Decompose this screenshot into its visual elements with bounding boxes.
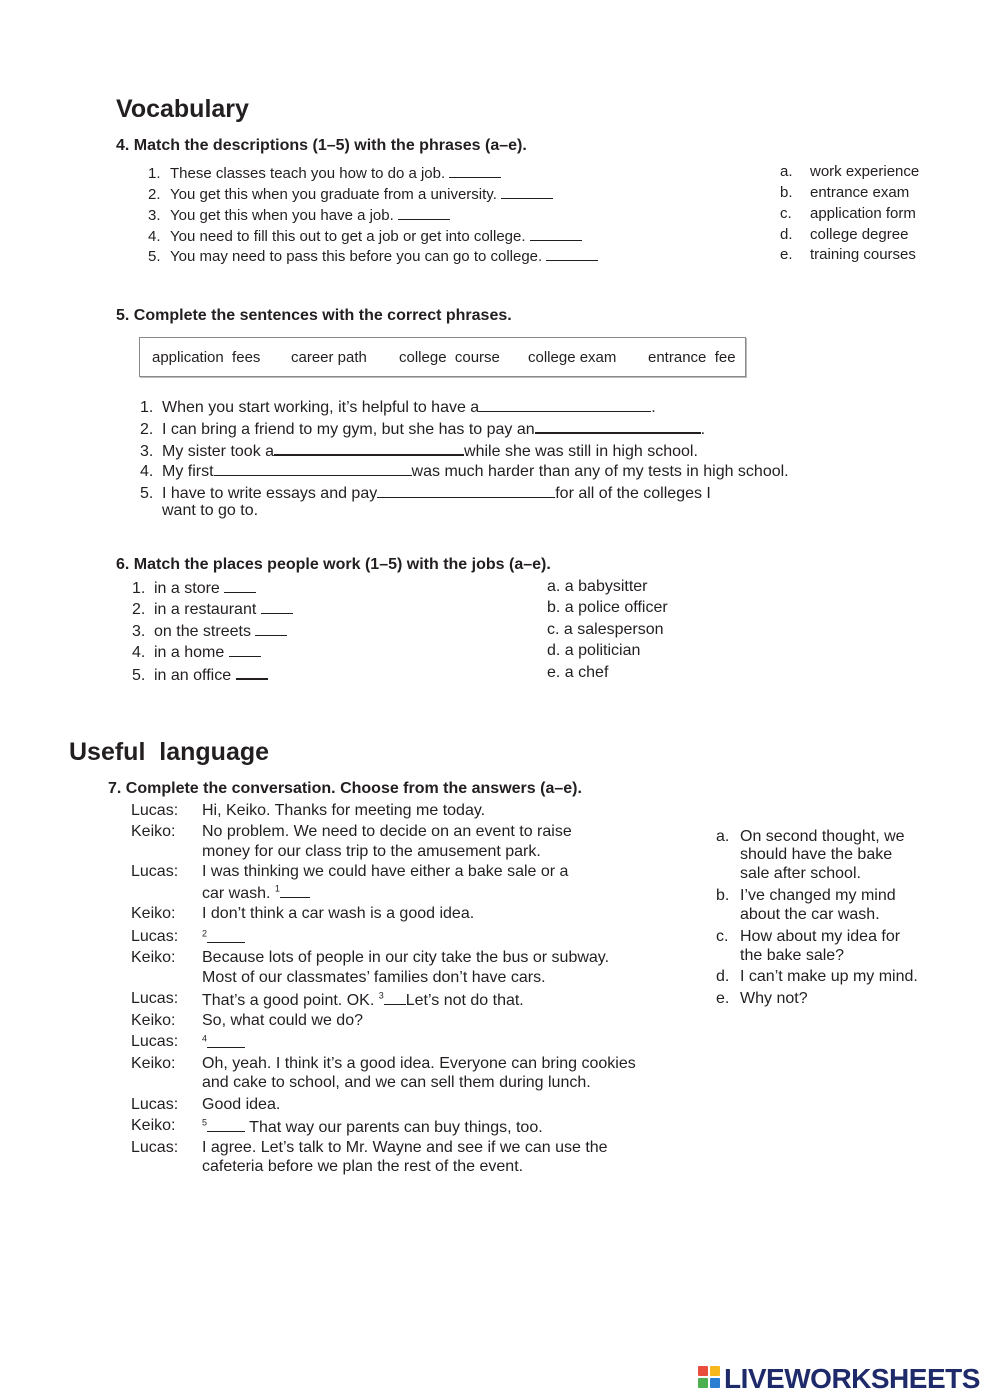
exercise-7-title xyxy=(108,780,582,798)
list-item xyxy=(132,664,268,685)
speaker-label: Lucas: xyxy=(131,1096,179,1113)
option-letter: e. xyxy=(780,246,793,263)
dialogue-line: Because lots of people in our city take the bus or subway. xyxy=(202,949,610,966)
logo-square xyxy=(710,1366,720,1376)
dialogue-line: I agree. Let’s talk to Mr. Wayne and see if we can use the xyxy=(202,1139,608,1156)
answer-blank[interactable] xyxy=(207,1033,245,1048)
option-letter: d. xyxy=(716,968,730,985)
dialogue-line xyxy=(202,883,310,903)
answer-blank[interactable] xyxy=(530,226,582,241)
exercise-number: 5. xyxy=(116,307,130,324)
vocabulary-heading: Vocabulary xyxy=(116,95,249,123)
dialogue-line: I was thinking we could have either a bake sale or a xyxy=(202,863,569,880)
item-number: 3. xyxy=(132,623,146,640)
dialogue-line: Oh, yeah. I think it’s a good idea. Everyone can bring cookies xyxy=(202,1055,636,1072)
answer-blank[interactable] xyxy=(207,1117,245,1132)
list-item xyxy=(148,184,553,203)
item-number: 2. xyxy=(132,601,146,618)
dialogue-line xyxy=(202,1033,245,1053)
item-text: I have to write essays and pay xyxy=(162,485,378,502)
logo-mark-icon xyxy=(698,1366,722,1390)
item-number: 1. xyxy=(132,580,146,597)
option-text: should have the bake xyxy=(740,846,893,863)
list-item xyxy=(140,418,705,439)
item-number: 5. xyxy=(132,667,146,684)
dialogue-line: Hi, Keiko. Thanks for meeting me today. xyxy=(202,802,486,819)
option-text: a salesperson xyxy=(563,621,664,638)
option-letter: c. xyxy=(716,928,729,945)
answer-blank[interactable] xyxy=(207,928,245,943)
option-item xyxy=(780,226,908,243)
list-item xyxy=(148,163,501,182)
dialogue-line xyxy=(202,990,524,1010)
list-item xyxy=(132,642,261,662)
dialogue-line: Good idea. xyxy=(202,1096,281,1113)
item-number: 1. xyxy=(140,399,154,416)
option-text: sale after school. xyxy=(740,865,861,882)
option-letter: b. xyxy=(547,599,561,616)
item-number: 3. xyxy=(148,207,161,224)
item-text: in a home xyxy=(154,644,225,661)
item-number: 4. xyxy=(140,463,154,480)
option-item xyxy=(547,578,648,596)
exercise-6-title xyxy=(116,556,551,574)
word-bank-item: college course xyxy=(399,349,500,366)
item-text: on the streets xyxy=(154,623,251,640)
logo-text: LIVEWORKSHEETS xyxy=(724,1363,980,1394)
answer-blank[interactable] xyxy=(261,599,293,614)
list-item xyxy=(148,246,598,265)
list-item xyxy=(140,461,789,481)
option-item xyxy=(547,599,668,617)
item-number: 5. xyxy=(148,248,161,265)
answer-blank[interactable] xyxy=(479,397,651,412)
answer-blank[interactable] xyxy=(535,418,701,434)
option-text: I can’t make up my mind. xyxy=(740,968,918,985)
speaker-label: Lucas: xyxy=(131,1033,179,1050)
dialogue-line: cafeteria before we plan the rest of the event. xyxy=(202,1158,524,1175)
word-bank-item: college exam xyxy=(528,349,617,366)
speaker-label: Lucas: xyxy=(131,1139,179,1156)
option-letter: a. xyxy=(780,163,793,180)
option-item xyxy=(547,664,608,682)
item-text-end: for all of the colleges I xyxy=(555,485,711,502)
dialogue-line: and cake to school, and we can sell them during lunch. xyxy=(202,1074,591,1091)
gap-number: 3 xyxy=(378,990,384,1001)
dialogue-line: Most of our classmates’ families don’t have cars. xyxy=(202,969,546,986)
dialogue-line: money for our class trip to the amusement park. xyxy=(202,843,541,860)
option-letter: a. xyxy=(547,578,561,595)
answer-blank[interactable] xyxy=(214,461,412,476)
answer-blank[interactable] xyxy=(280,883,310,898)
exercise-4-title xyxy=(116,137,527,155)
item-number: 3. xyxy=(140,443,154,460)
option-letter: d. xyxy=(547,642,561,659)
option-text: On second thought, we xyxy=(740,828,905,845)
option-item xyxy=(780,246,916,263)
item-text-end: . xyxy=(700,421,706,438)
option-text: work experience xyxy=(810,163,920,180)
exercise-5-title xyxy=(116,307,512,325)
list-item xyxy=(132,578,256,598)
item-number: 1. xyxy=(148,165,161,182)
dialogue-line: So, what could we do? xyxy=(202,1012,363,1029)
list-item xyxy=(148,205,450,224)
logo-square xyxy=(698,1366,708,1376)
gap-number: 1 xyxy=(274,883,280,894)
option-text: a police officer xyxy=(564,599,668,616)
exercise-instruction: Complete the conversation. Choose from the answers (a–e). xyxy=(125,780,582,797)
item-text: in a store xyxy=(154,580,220,597)
item-number: 5. xyxy=(140,485,154,502)
item-text: When you start working, it’s helpful to have a xyxy=(162,399,480,416)
option-text: the bake sale? xyxy=(740,947,845,964)
option-item xyxy=(547,642,640,660)
item-text: These classes teach you how to do a job. xyxy=(170,165,446,182)
item-text: You may need to pass this before you can go to college. xyxy=(170,248,543,265)
option-text: I’ve changed my mind xyxy=(740,887,896,904)
option-item xyxy=(780,205,916,222)
answer-blank[interactable] xyxy=(384,990,406,1005)
item-number: 4. xyxy=(148,228,161,245)
dialogue-text: That’s a good point. OK. xyxy=(202,992,375,1009)
item-number: 2. xyxy=(140,421,154,438)
item-text: You get this when you graduate from a university. xyxy=(170,186,497,203)
list-item xyxy=(132,599,293,619)
liveworksheets-logo xyxy=(698,1364,994,1392)
option-text: a babysitter xyxy=(564,578,648,595)
list-item xyxy=(148,226,582,245)
dialogue-line: I don’t think a car wash is a good idea. xyxy=(202,905,475,922)
speaker-label: Lucas: xyxy=(131,928,179,945)
speaker-label: Keiko: xyxy=(131,949,176,966)
answer-blank[interactable] xyxy=(236,664,268,680)
speaker-label: Keiko: xyxy=(131,1117,176,1134)
dialogue-line xyxy=(202,928,245,948)
item-number: 4. xyxy=(132,644,146,661)
logo-square xyxy=(698,1378,708,1388)
option-text: entrance exam xyxy=(810,184,910,201)
item-text: You need to fill this out to get a job or get into college. xyxy=(170,228,526,245)
list-item xyxy=(140,440,698,461)
item-text-end: was much harder than any of my tests in high school. xyxy=(411,463,789,480)
answer-blank[interactable] xyxy=(377,483,555,498)
gap-number: 4 xyxy=(202,1033,208,1044)
item-text-end: while she was still in high school. xyxy=(464,443,698,460)
word-bank-item: career path xyxy=(291,349,367,366)
option-letter: b. xyxy=(780,184,793,201)
item-text-end: . xyxy=(651,399,656,416)
option-letter: b. xyxy=(716,887,730,904)
option-letter: d. xyxy=(780,226,793,243)
answer-blank[interactable] xyxy=(224,578,256,593)
option-letter: a. xyxy=(716,828,730,845)
option-text: application form xyxy=(810,205,916,222)
answer-blank[interactable] xyxy=(449,163,501,178)
answer-blank[interactable] xyxy=(546,246,598,261)
exercise-instruction: Match the descriptions (1–5) with the phrases (a–e). xyxy=(133,137,527,154)
option-text: a politician xyxy=(564,642,641,659)
speaker-label: Keiko: xyxy=(131,823,176,840)
exercise-number: 4. xyxy=(116,137,130,154)
option-item xyxy=(780,163,919,180)
word-bank-item: entrance fee xyxy=(648,349,736,366)
speaker-label: Keiko: xyxy=(131,1012,176,1029)
option-item xyxy=(780,184,909,201)
option-text: about the car wash. xyxy=(740,906,880,923)
useful-language-heading: Useful language xyxy=(69,738,270,766)
dialogue-line xyxy=(202,1117,543,1137)
option-letter: e. xyxy=(716,990,730,1007)
item-text: in an office xyxy=(154,667,232,684)
option-text: How about my idea for xyxy=(740,928,901,945)
option-letter: e. xyxy=(547,664,561,681)
dialogue-text: car wash. xyxy=(202,885,271,902)
option-text: college degree xyxy=(810,226,909,243)
option-text: Why not? xyxy=(740,990,808,1007)
item-text: I can bring a friend to my gym, but she has to pay an xyxy=(162,421,535,438)
answer-blank[interactable] xyxy=(501,184,553,199)
answer-blank[interactable] xyxy=(398,205,450,220)
gap-number: 2 xyxy=(202,928,208,939)
item-text: My sister took a xyxy=(162,443,275,460)
exercise-instruction: Match the places people work (1–5) with the jobs (a–e). xyxy=(133,556,551,573)
exercise-instruction: Complete the sentences with the correct phrases. xyxy=(133,307,512,324)
list-item xyxy=(140,483,711,503)
dialogue-text-end: Let’s not do that. xyxy=(405,992,524,1009)
speaker-label: Lucas: xyxy=(131,863,179,880)
item-number: 2. xyxy=(148,186,161,203)
option-letter: c. xyxy=(780,205,792,222)
speaker-label: Lucas: xyxy=(131,802,179,819)
exercise-number: 6. xyxy=(116,556,130,573)
speaker-label: Keiko: xyxy=(131,1055,176,1072)
dialogue-line: No problem. We need to decide on an event to raise xyxy=(202,823,572,840)
speaker-label: Lucas: xyxy=(131,990,179,1007)
exercise-number: 7. xyxy=(108,780,122,797)
list-item-continuation: want to go to. xyxy=(162,502,259,519)
gap-number: 5 xyxy=(202,1117,208,1128)
option-letter: c. xyxy=(547,621,560,638)
list-item xyxy=(140,397,656,417)
word-bank xyxy=(139,337,746,377)
dialogue-text-end: That way our parents can buy things, too. xyxy=(249,1119,543,1136)
item-text: You get this when you have a job. xyxy=(170,207,394,224)
option-text: a chef xyxy=(564,664,609,681)
logo-square xyxy=(710,1378,720,1388)
item-text: My first xyxy=(162,463,214,480)
speaker-label: Keiko: xyxy=(131,905,176,922)
answer-blank[interactable] xyxy=(255,621,287,636)
option-text: training courses xyxy=(810,246,916,263)
answer-blank[interactable] xyxy=(229,642,261,657)
list-item xyxy=(132,621,287,641)
item-text: in a restaurant xyxy=(154,601,257,618)
answer-blank[interactable] xyxy=(274,440,464,456)
word-bank-item: application fees xyxy=(152,349,261,366)
option-item xyxy=(547,621,664,639)
